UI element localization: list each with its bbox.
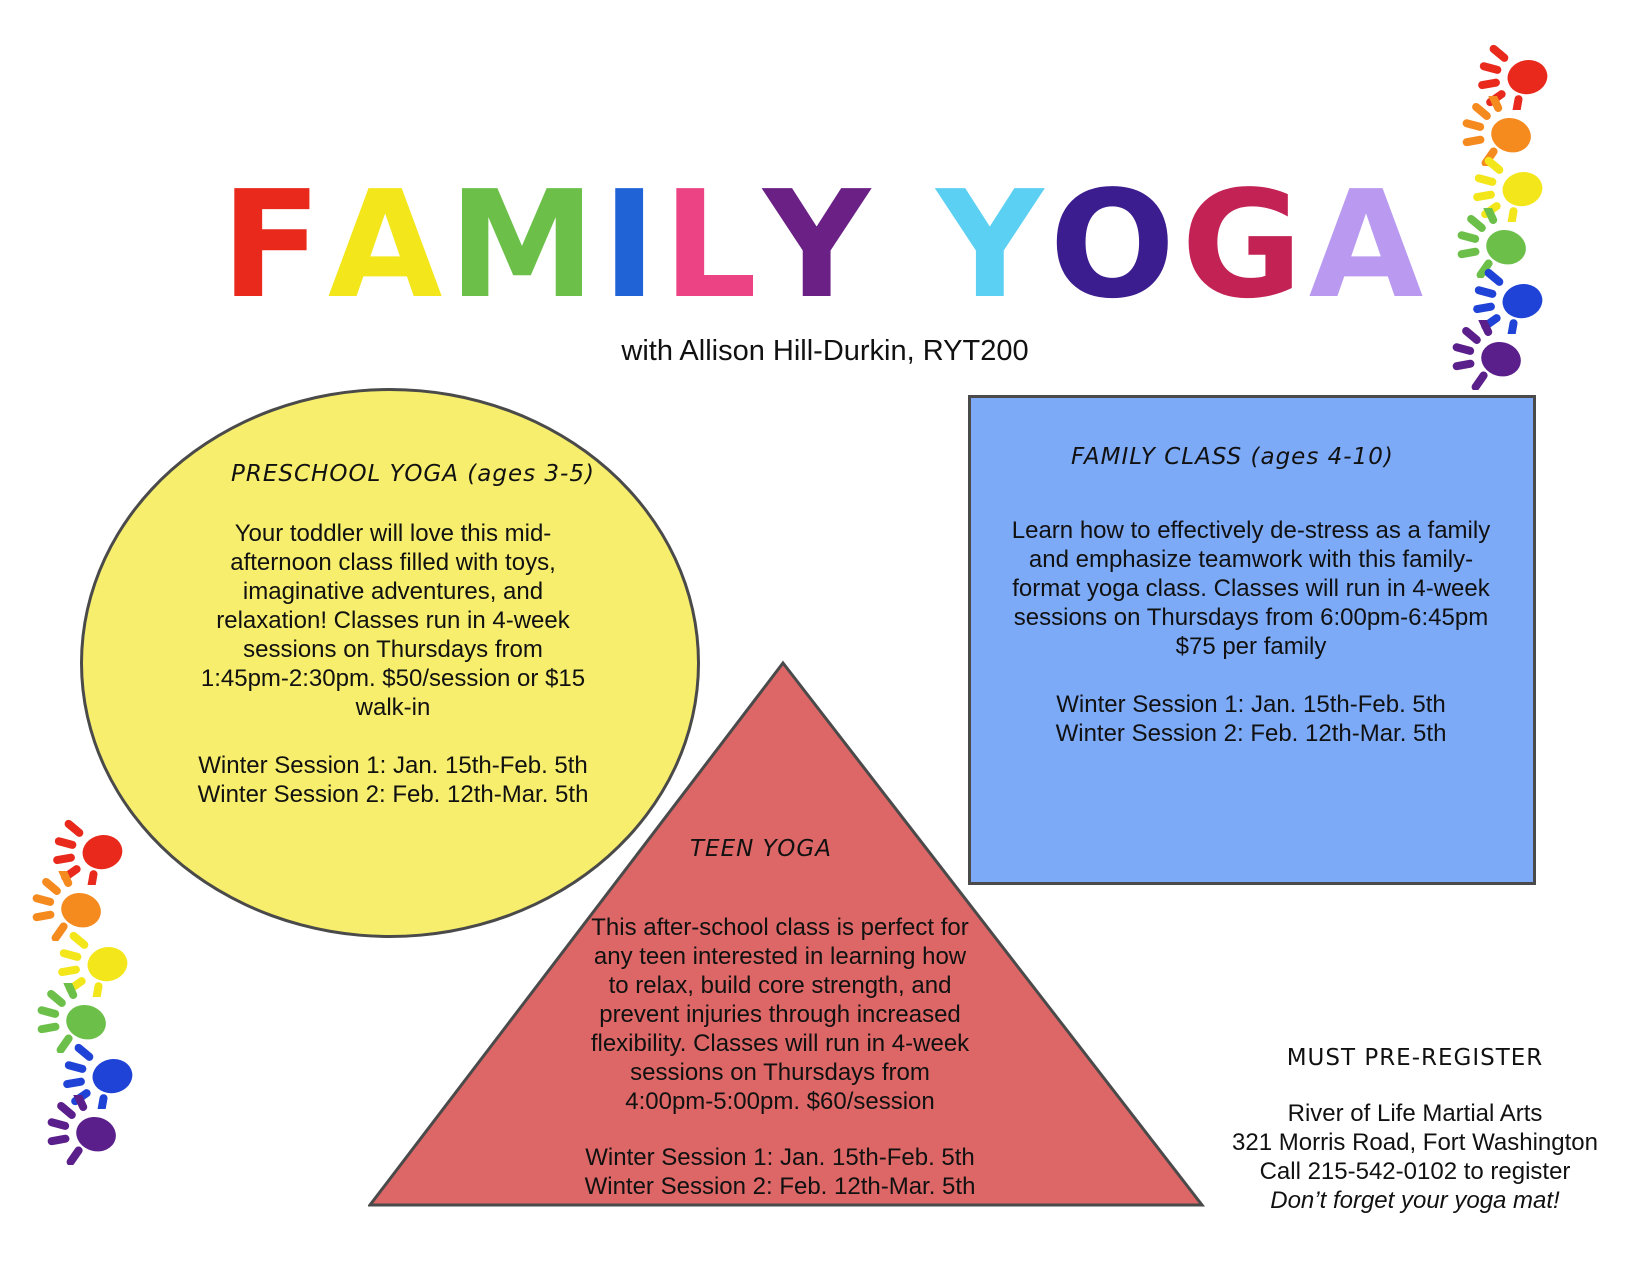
description-line: 4:00pm-5:00pm. $60/session [625, 1088, 935, 1115]
instructor-subtitle: with Allison Hill-Durkin, RYT200 [621, 335, 1029, 367]
session-1-dates: Winter Session 1: Jan. 15th-Feb. 5th [585, 1144, 975, 1171]
title-letter: A [1308, 159, 1430, 331]
title-letter: O [1049, 159, 1182, 331]
title-letter: M [448, 159, 602, 331]
handprint-icon [1450, 320, 1545, 390]
venue-address: 321 Morris Road, Fort Washington [1232, 1129, 1598, 1156]
preschool-heading: PRESCHOOL YOGA (ages 3-5) [231, 461, 595, 487]
venue-name: River of Life Martial Arts [1287, 1100, 1543, 1127]
title-letter: Y [936, 159, 1050, 331]
description-line: walk-in [355, 694, 431, 721]
handprint-icon [45, 1095, 140, 1165]
description-line: to relax, build core strength, and [608, 972, 952, 999]
title-letter [876, 165, 936, 325]
description-line: Learn how to effectively de-stress as a family [1011, 517, 1491, 544]
session-1-dates: Winter Session 1: Jan. 15th-Feb. 5th [1056, 691, 1446, 718]
description-line: 1:45pm-2:30pm. $50/session or $15 [200, 665, 586, 692]
description-line: sessions on Thursdays from [243, 636, 543, 663]
description-line: relaxation! Classes run in 4-week [216, 607, 570, 634]
description-line: flexibility. Classes will run in 4-week [590, 1030, 970, 1057]
description-line: any teen interested in learning how [593, 943, 967, 970]
description-line: $75 per family [1175, 633, 1327, 660]
title-letter: I [601, 159, 663, 331]
description-line: sessions on Thursdays from [630, 1059, 930, 1086]
title-letter: F [220, 159, 328, 331]
flyer-title [0, 159, 1650, 331]
teen-description [560, 913, 1000, 1116]
description-line: format yoga class. Classes will run in 4-week [1012, 575, 1490, 602]
title-letter: Y [763, 159, 877, 331]
session-1-dates: Winter Session 1: Jan. 15th-Feb. 5th [198, 752, 588, 779]
yoga-mat-reminder: Don’t forget your yoga mat! [1270, 1187, 1560, 1214]
description-line: prevent injuries through increased [599, 1001, 961, 1028]
session-2-dates: Winter Session 2: Feb. 12th-Mar. 5th [1055, 720, 1447, 747]
description-line: imaginative adventures, and [242, 578, 544, 605]
family-heading: FAMILY CLASS (ages 4-10) [1071, 444, 1394, 470]
description-line: afternoon class filled with toys, [230, 549, 556, 576]
title-letter: A [327, 159, 449, 331]
title-letter: L [662, 159, 764, 331]
registration-info [1185, 1045, 1645, 1215]
title-letter: G [1181, 159, 1309, 331]
register-heading: MUST PRE-REGISTER [1286, 1045, 1544, 1071]
description-line: Your toddler will love this mid- [234, 520, 552, 547]
session-2-dates: Winter Session 2: Feb. 12th-Mar. 5th [584, 1173, 976, 1200]
phone-number: Call 215-542-0102 to register [1259, 1158, 1571, 1185]
session-2-dates: Winter Session 2: Feb. 12th-Mar. 5th [197, 781, 589, 808]
description-line: This after-school class is perfect for [591, 914, 969, 941]
description-line: and emphasize teamwork with this family- [1028, 546, 1474, 573]
teen-heading: TEEN YOGA [690, 836, 832, 862]
description-line: sessions on Thursdays from 6:00pm-6:45pm [1013, 604, 1489, 631]
